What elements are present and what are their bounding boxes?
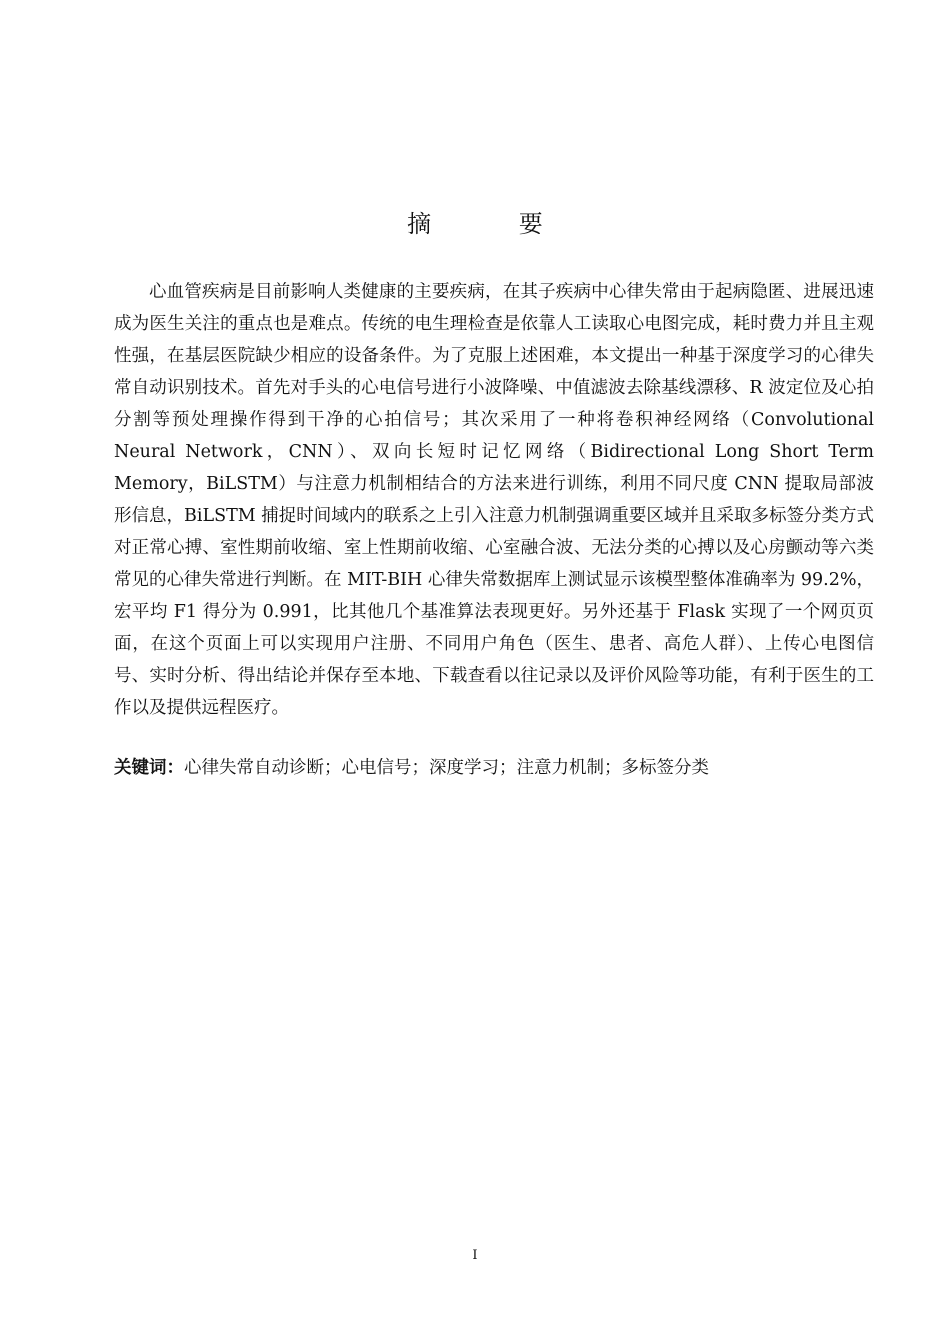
keywords-label: 关键词：	[114, 758, 184, 778]
abstract-paragraph: 心血管疾病是目前影响人类健康的主要疾病，在其子疾病中心律失常由于起病隐匿、进展迅速成为医生关注的重点也是难点。传统的电生理检查是依靠人工读取心电图完成，耗时费力并且主观性强，在基层医院缺少相应的设备条件。为了克服上述困难，本文提出一种基于深度学习的心律失常自动识别技术。首先对手头的心电信号进行小波降噪、中值滤波去除基线漂移、R 波定位及心拍分割等预处理操作得到干净的心拍信号；其次采用了一种将卷积神经网络（Convolutional Neural Network，CNN）、双向长短时记忆网络（Bidirectional Long Short Term Memory，BiLSTM）与注意力机制相结合的方法来进行训练，利用不同尺度 CNN 提取局部波形信息，BiLSTM 捕捉时间域内的联系之上引入注意力机制强调重要区域并且采取多标签分类方式对正常心搏、室性期前收缩、室上性期前收缩、心室融合波、无法分类的心搏以及心房颤动等六类常见的心律失常进行判断。在 MIT-BIH 心律失常数据库上测试显示该模型整体准确率为 99.2%，宏平均 F1 得分为 0.991，比其他几个基准算法表现更好。另外还基于 Flask 实现了一个网页页面，在这个页面上可以实现用户注册、不同用户角色（医生、患者、高危人群）、上传心电图信号、实时分析、得出结论并保存至本地、下载查看以往记录以及评价风险等功能，有利于医生的工作以及提供远程医疗。	[114, 282, 874, 718]
keywords-text: 心律失常自动诊断；心电信号；深度学习；注意力机制；多标签分类	[184, 758, 709, 778]
page-number: I	[472, 1248, 478, 1263]
keywords-line	[114, 755, 874, 781]
abstract-heading: 摘 要	[407, 210, 583, 238]
